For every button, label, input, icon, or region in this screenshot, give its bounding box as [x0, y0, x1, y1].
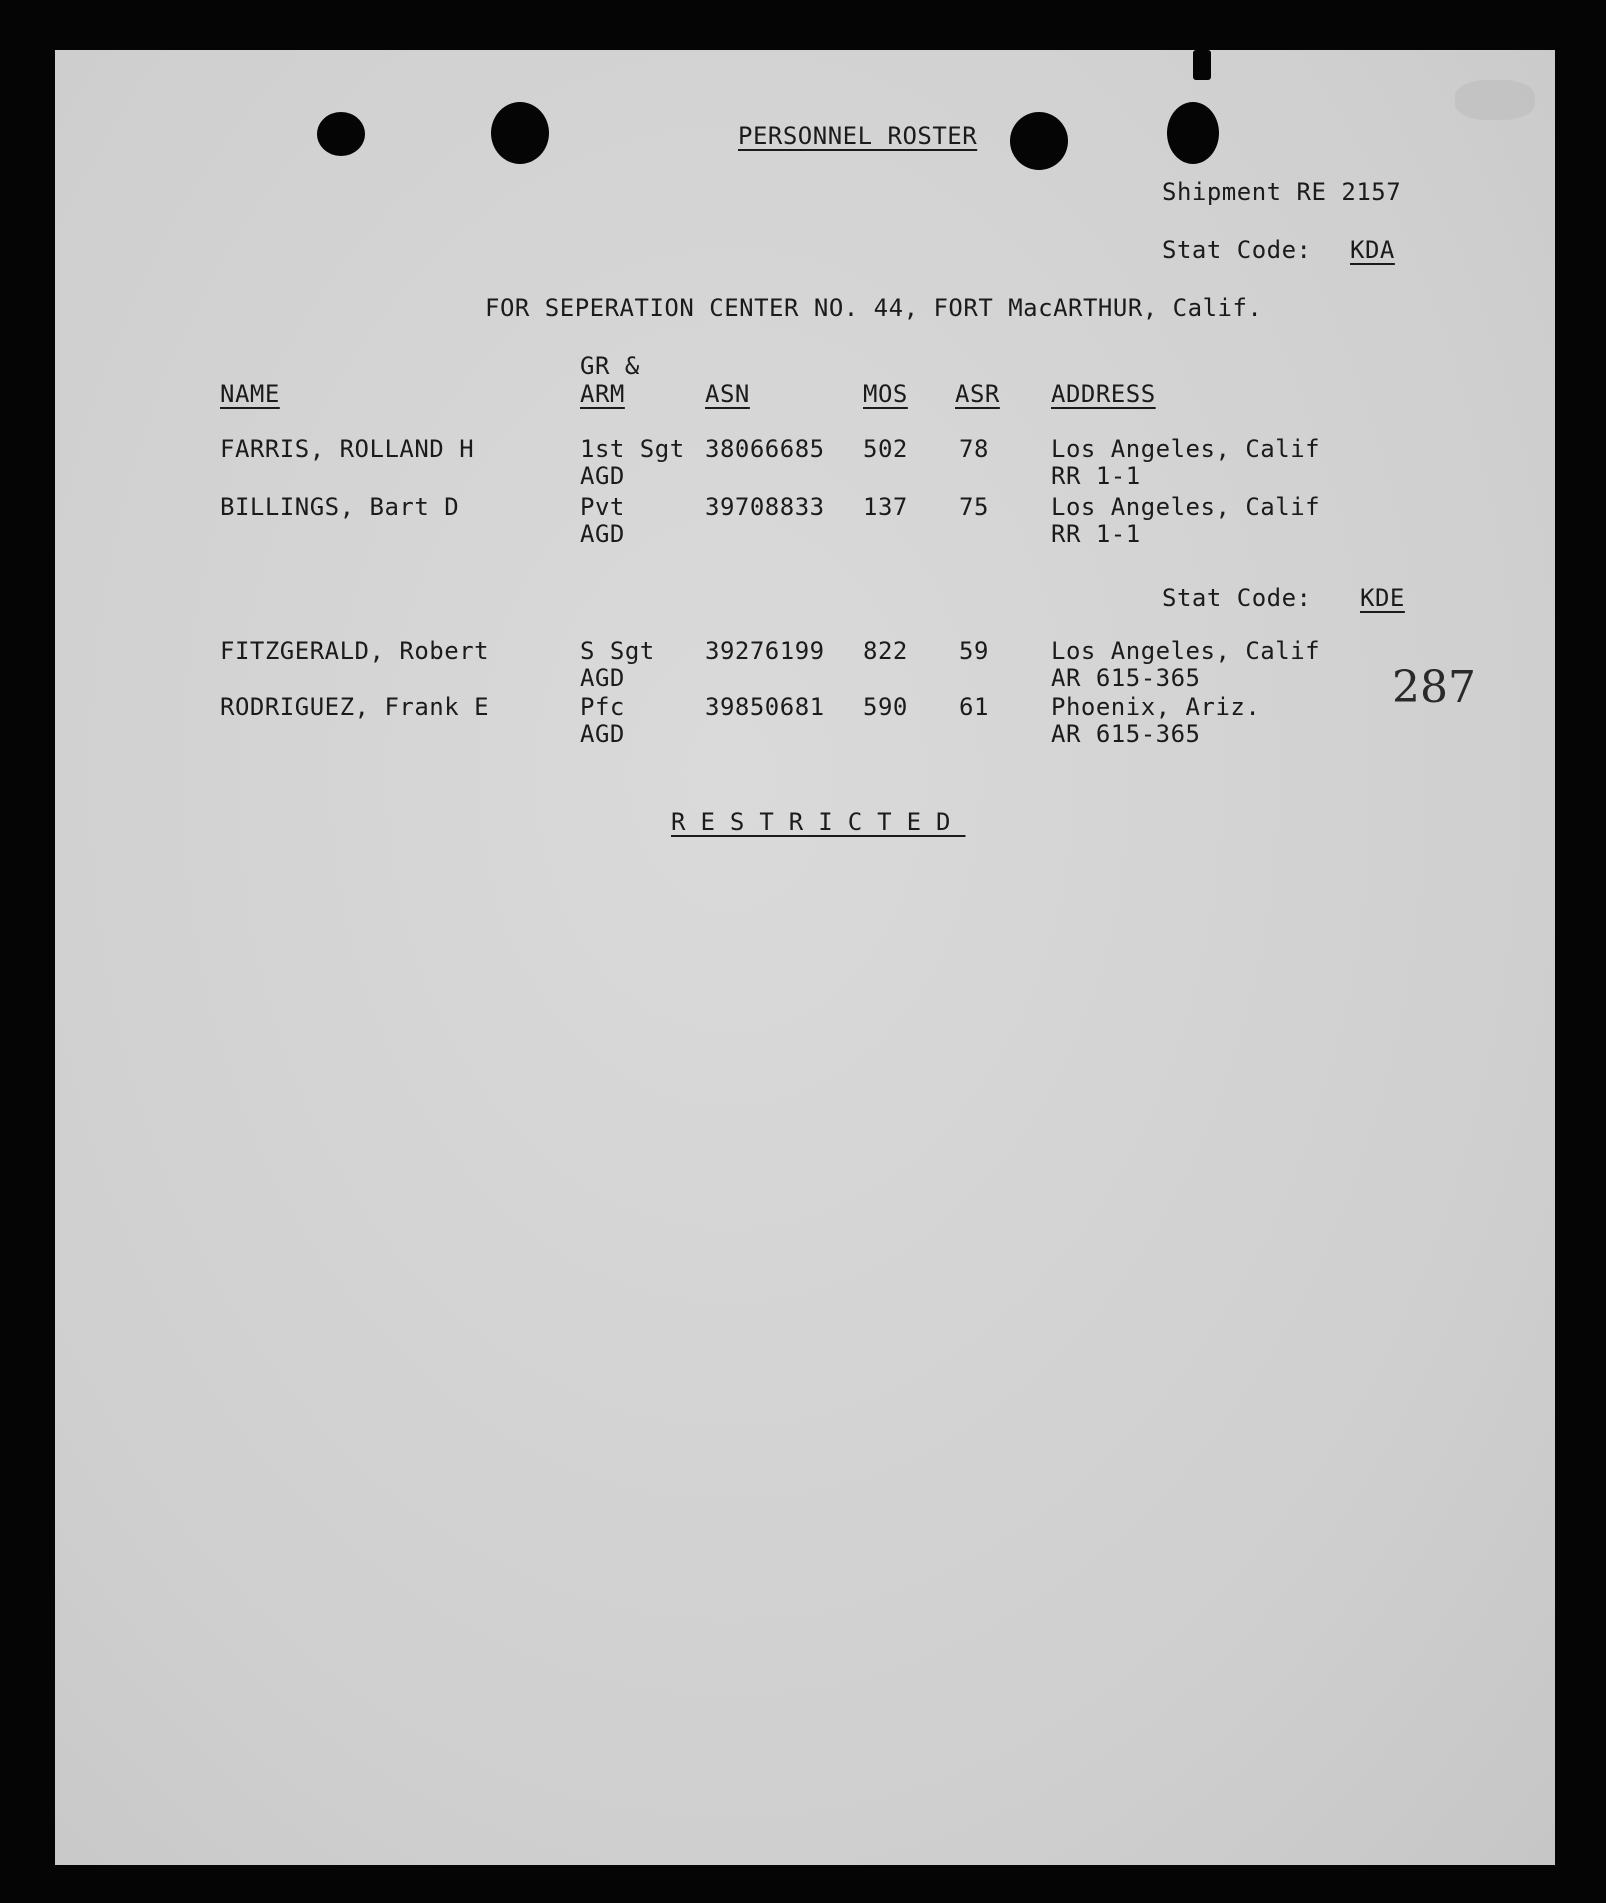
row-arm: AGD [580, 462, 625, 490]
row-name: FARRIS, ROLLAND H [220, 435, 475, 463]
row-mos: 822 [863, 637, 908, 665]
row-address-line1: Phoenix, Ariz. [1051, 693, 1261, 721]
row-arm: AGD [580, 520, 625, 548]
stain [1455, 80, 1535, 120]
row-name: RODRIGUEZ, Frank E [220, 693, 490, 721]
row-name: FITZGERALD, Robert [220, 637, 490, 665]
punch-hole [491, 102, 549, 164]
row-arm: AGD [580, 664, 625, 692]
row-name: BILLINGS, Bart D [220, 493, 460, 521]
shipment-number: Shipment RE 2157 [1162, 178, 1402, 206]
row-arm: AGD [580, 720, 625, 748]
row-asn: 39276199 [705, 637, 825, 665]
punch-hole [1010, 112, 1068, 170]
row-mos: 137 [863, 493, 908, 521]
row-asr: 75 [959, 493, 989, 521]
document-heading: FOR SEPERATION CENTER NO. 44, FORT MacARTHUR, Calif. [485, 294, 1263, 322]
stat-code-label: Stat Code: [1162, 236, 1312, 264]
row-grade: 1st Sgt [580, 435, 685, 463]
row-asn: 38066685 [705, 435, 825, 463]
punch-hole [317, 112, 365, 156]
col-header-asr: ASR [955, 380, 1000, 408]
row-mos: 590 [863, 693, 908, 721]
stat-code-value: KDE [1360, 584, 1405, 612]
row-grade: Pfc [580, 693, 625, 721]
row-mos: 502 [863, 435, 908, 463]
col-header-arm: ARM [580, 380, 625, 408]
col-header-asn: ASN [705, 380, 750, 408]
document-page [55, 50, 1555, 1865]
row-address-line1: Los Angeles, Calif [1051, 435, 1321, 463]
row-asn: 39708833 [705, 493, 825, 521]
col-header-gr: GR & [580, 352, 640, 380]
row-address-line2: RR 1-1 [1051, 462, 1141, 490]
col-header-mos: MOS [863, 380, 908, 408]
handwritten-page-number: 287 [1392, 662, 1476, 713]
row-asr: 59 [959, 637, 989, 665]
punch-hole [1193, 50, 1211, 80]
row-asn: 39850681 [705, 693, 825, 721]
row-address-line1: Los Angeles, Calif [1051, 493, 1321, 521]
row-grade: S Sgt [580, 637, 655, 665]
row-asr: 78 [959, 435, 989, 463]
row-address-line2: RR 1-1 [1051, 520, 1141, 548]
punch-hole [1167, 102, 1219, 164]
stat-code-label: Stat Code: [1162, 584, 1312, 612]
page-title: PERSONNEL ROSTER [738, 122, 978, 150]
row-address-line2: AR 615-365 [1051, 720, 1201, 748]
col-header-address: ADDRESS [1051, 380, 1156, 408]
row-address-line1: Los Angeles, Calif [1051, 637, 1321, 665]
restricted-marking: RESTRICTED [671, 808, 966, 836]
row-asr: 61 [959, 693, 989, 721]
stat-code-value: KDA [1350, 236, 1395, 264]
row-address-line2: AR 615-365 [1051, 664, 1201, 692]
row-grade: Pvt [580, 493, 625, 521]
col-header-name: NAME [220, 380, 280, 408]
